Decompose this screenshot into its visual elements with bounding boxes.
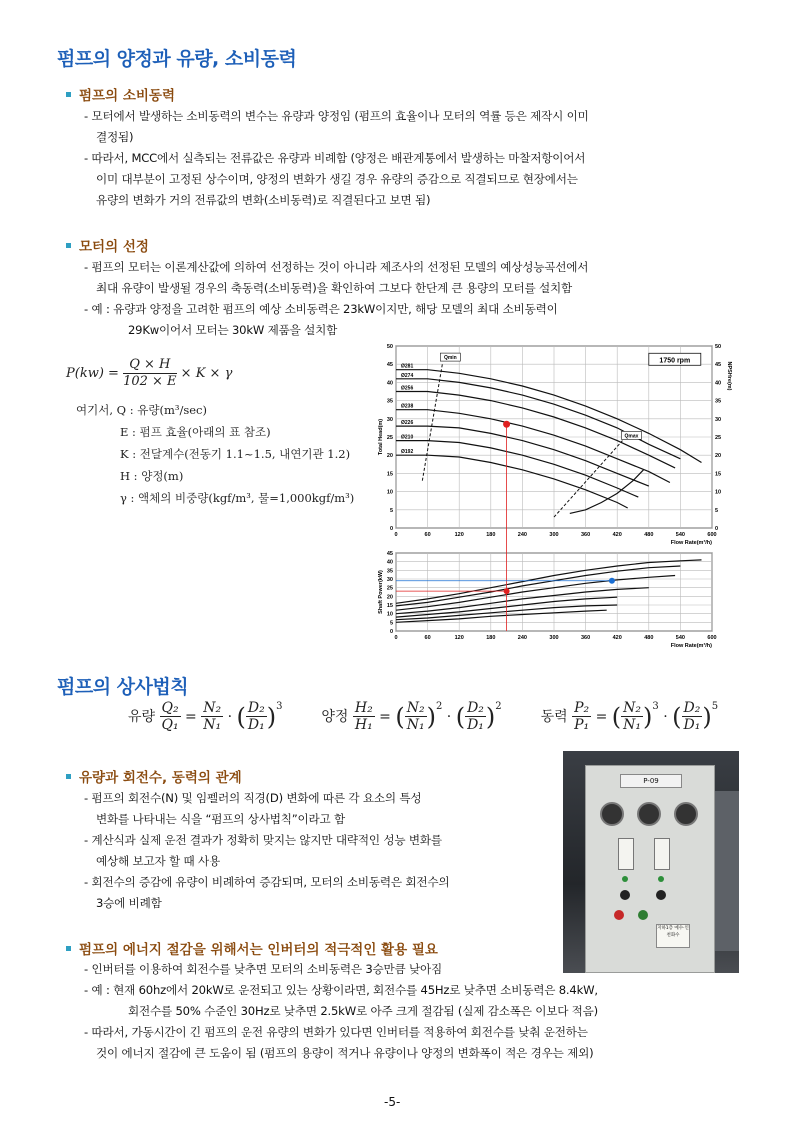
x-tick-label: 480 [644,532,654,538]
text-line: 29Kw이어서 모터는 30kW 제품을 설치함 [128,323,338,337]
selector-switch-icon [656,890,666,900]
y-tick-label: 45 [386,551,393,557]
y2-tick-label: 10 [715,489,722,496]
fan-icon [637,802,661,826]
operating-power-point [504,588,510,594]
y-tick-label: 40 [386,559,393,566]
text-line: - 회전수의 증감에 유량이 비례하여 증감되며, 모터의 소비동력은 회전수의 [84,875,450,889]
y-tick-label: 15 [386,471,393,478]
series-label: Ø210 [401,434,414,441]
inverter-display-icon [618,838,634,870]
law-flow: 유량 $\frac{\text{Q₂}}{\text{Q₁}}$ = $\frac{\text{N₂}}{\text{N₁}}$ · ( $\frac{\text{D₂}}{\text{D₁}}$ )$^3$ [128,700,283,733]
series-label: Ø226 [401,420,414,427]
x-tick-label: 120 [454,532,464,538]
max-power-point [609,578,615,584]
bullet-square-icon [66,243,71,248]
y-tick-label: 25 [386,435,393,441]
status-lamp-icon [622,876,628,882]
x-tick-label: 600 [707,635,717,641]
text-line: 최대 유량이 발생될 경우의 축동력(소비동력)을 확인하여 그보다 한단계 큰 용량의 모터를 설치함 [96,281,572,295]
series-label: Ø281 [401,363,414,370]
y-tick-label: 5 [389,507,393,514]
y-tick-label: 25 [386,585,393,592]
shaft-power-chart [364,545,734,650]
y2-tick-label: 40 [715,380,722,387]
y2-tick-label: 0 [715,526,719,532]
text-line: - 펌프의 모터는 이론계산값에 의하여 선정하는 것이 아니라 제조사의 선정된 모델의 예상성능곡선에서 [84,260,589,274]
x-tick-label: 360 [581,532,591,538]
formula-legend-e: E : 펌프 효율(아래의 표 참조) [120,425,271,439]
y-tick-label: 30 [386,577,393,583]
series-label: Ø192 [401,449,414,456]
text-line: - 따라서, MCC에서 실측되는 전류값은 유량과 비례함 (양정은 배관계통에서 발생하는 마찰저항이어서 [84,151,586,165]
control-panel-photo [563,751,739,973]
section-heading-power: 펌프의 소비동력 [66,84,175,104]
stop-button-icon [614,910,624,920]
formula-legend-gamma: γ : 액체의 비중량(kgf/m³, 물=1,000kgf/m³) [120,491,355,505]
y-tick-label: 35 [386,568,393,575]
operating-point [503,421,510,428]
x-tick-label: 240 [517,635,527,641]
run-button-icon [638,910,648,920]
x-tick-label: 180 [486,532,496,538]
section-heading-inverter: 펌프의 에너지 절감을 위해서는 인버터의 적극적인 활용 필요 [66,938,438,958]
x-tick-label: 300 [549,532,559,538]
formula-legend-q: 여기서, Q : 유량(m³/sec) [76,403,207,417]
x-tick-label: 540 [675,532,685,538]
x-tick-label: 360 [581,635,591,641]
y2-tick-label: 20 [715,453,722,460]
text-line: - 따라서, 가동시간이 긴 펌프의 운전 유량의 변화가 있다면 인버터를 적용하여 회전수를 낮춰 운전하는 [84,1025,588,1039]
law-head: 양정 $\frac{\text{H₂}}{\text{H₁}}$ = ( $\frac{\text{N₂}}{\text{N₁}}$ )$^2$ · ( $\frac{\text{D₂}}{\text{D₁}}$ )$^2$ [321,700,502,733]
bullet-square-icon [66,92,71,97]
status-lamp-icon [658,876,664,882]
x-tick-label: 540 [675,635,685,641]
y-tick-label: 0 [389,526,393,532]
section-heading-relationship: 유량과 회전수, 동력의 관계 [66,766,242,786]
head-curve-chart [364,340,734,545]
x-tick-label: 120 [454,635,464,641]
text-line: 것이 에너지 절감에 큰 도움이 됨 (펌프의 용량이 적거나 유량이나 양정의 변화폭이 적은 경우는 제외) [96,1046,594,1060]
bullet-square-icon [66,774,71,779]
text-line: 이미 대부분이 고정된 상수이며, 양정의 변화가 생길 경우 유량의 증감으로 직결되므로 현장에서는 [96,172,578,186]
rpm-label: 1750 rpm [659,357,691,365]
x-tick-label: 180 [486,635,496,641]
selector-switch-icon [620,890,630,900]
text-line: - 인버터를 이용하여 회전수를 낮추면 모터의 소비동력은 3승만큼 낮아짐 [84,962,443,976]
section-heading-motor: 모터의 선정 [66,235,149,255]
inverter-display-icon [654,838,670,870]
y-tick-label: 15 [386,603,393,609]
text-line: - 예 : 현재 60hz에서 20kW로 운전되고 있는 상황이라면, 회전수를 45Hz로 낮추면 소비동력은 8.4kW, [84,983,598,997]
series-label: Ø274 [401,372,414,379]
page-title: 펌프의 양정과 유량, 소비동력 [57,48,297,70]
y2-axis-label: NPSHre(m) [726,361,732,391]
y-axis-label: Shaft Power(kW) [378,570,384,614]
section-title-similarity: 펌프의 상사법칙 [57,676,189,698]
panel-tag: 지하1층 예수·인천화수 [656,924,690,948]
y-axis-label: Total Head(m) [378,418,384,456]
x-tick-label: 600 [707,532,717,538]
text-line: - 펌프의 회전수(N) 및 임펠러의 직경(D) 변화에 따른 각 요소의 특성 [84,791,422,805]
x-tick-label: 60 [424,532,431,538]
panel-cabinet [585,765,715,973]
fan-icon [674,802,698,826]
qmax-label: Qmax [624,433,639,440]
x-axis-label: Flow Rate(m³/h) [670,540,712,545]
formula-legend-h: H : 양정(m) [120,469,184,483]
x-tick-label: 0 [394,635,398,641]
x-tick-label: 240 [517,532,527,538]
text-line: 유량의 변화가 거의 전류값의 변화(소비동력)로 직결된다고 보면 됨) [96,193,431,207]
series-label: Ø256 [401,385,414,392]
text-line: 3승에 비례함 [96,896,162,910]
y2-tick-label: 15 [715,471,722,478]
y2-tick-label: 50 [715,344,722,350]
similarity-laws [128,700,718,733]
y2-tick-label: 25 [715,435,722,441]
y-tick-label: 0 [389,629,393,635]
panel-label: P-09 [620,774,682,788]
y2-tick-label: 35 [715,398,722,405]
series-label: Ø238 [401,403,414,410]
x-tick-label: 420 [612,532,622,538]
y-tick-label: 20 [386,453,393,460]
y-tick-label: 40 [386,380,393,387]
text-line: 예상해 보고자 할 때 사용 [96,854,220,868]
y-tick-label: 10 [386,611,393,618]
page-number: -5- [384,1095,401,1109]
text-line: 변화를 나타내는 식을 “펌프의 상사법칙”이라고 함 [96,812,346,826]
y-tick-label: 35 [386,398,393,405]
fan-icon [600,802,624,826]
y2-tick-label: 30 [715,416,722,423]
y2-tick-label: 45 [715,362,722,369]
text-line: 회전수를 50% 수준인 30Hz로 낮추면 2.5kW로 아주 크게 절감됨 (실제 감소폭은 이보다 적음) [128,1004,598,1018]
x-tick-label: 480 [644,635,654,641]
y-tick-label: 45 [386,362,393,369]
text-line: - 계산식과 실제 운전 결과가 정확히 맞지는 않지만 대략적인 성능 변화를 [84,833,442,847]
x-axis-label: Flow Rate(m³/h) [670,643,712,649]
y-tick-label: 50 [386,344,393,350]
y-tick-label: 10 [386,489,393,496]
law-power: 동력 $\frac{\text{P₂}}{\text{P₁}}$ = ( $\frac{\text{N₂}}{\text{N₁}}$ )$^3$ · ( $\frac{\text{D₂}}{\text{D₁}}$ )$^5$ [540,700,719,733]
qmin-label: Qmin [443,355,457,362]
y-tick-label: 5 [389,620,393,627]
y-tick-label: 30 [386,416,393,423]
bullet-square-icon [66,946,71,951]
text-line: 결정됨) [96,130,134,144]
text-line: - 모터에서 발생하는 소비동력의 변수는 유량과 양정임 (펌프의 효율이나 모터의 역률 등은 제작시 이미 [84,109,589,123]
power-formula: P(kw) = $\frac{Q \times H}{102 \times E}$ × K × γ [66,357,233,389]
y2-tick-label: 5 [715,507,719,514]
y-tick-label: 20 [386,594,393,601]
x-tick-label: 60 [424,635,431,641]
x-tick-label: 420 [612,635,622,641]
x-tick-label: 300 [549,635,559,641]
text-line: - 예 : 유량과 양정을 고려한 펌프의 예상 소비동력은 23kW이지만, 해당 모델의 최대 소비동력이 [84,302,558,316]
formula-legend-k: K : 전달계수(전동기 1.1~1.5, 내연기관 1.2) [120,447,351,461]
x-tick-label: 0 [394,532,398,538]
